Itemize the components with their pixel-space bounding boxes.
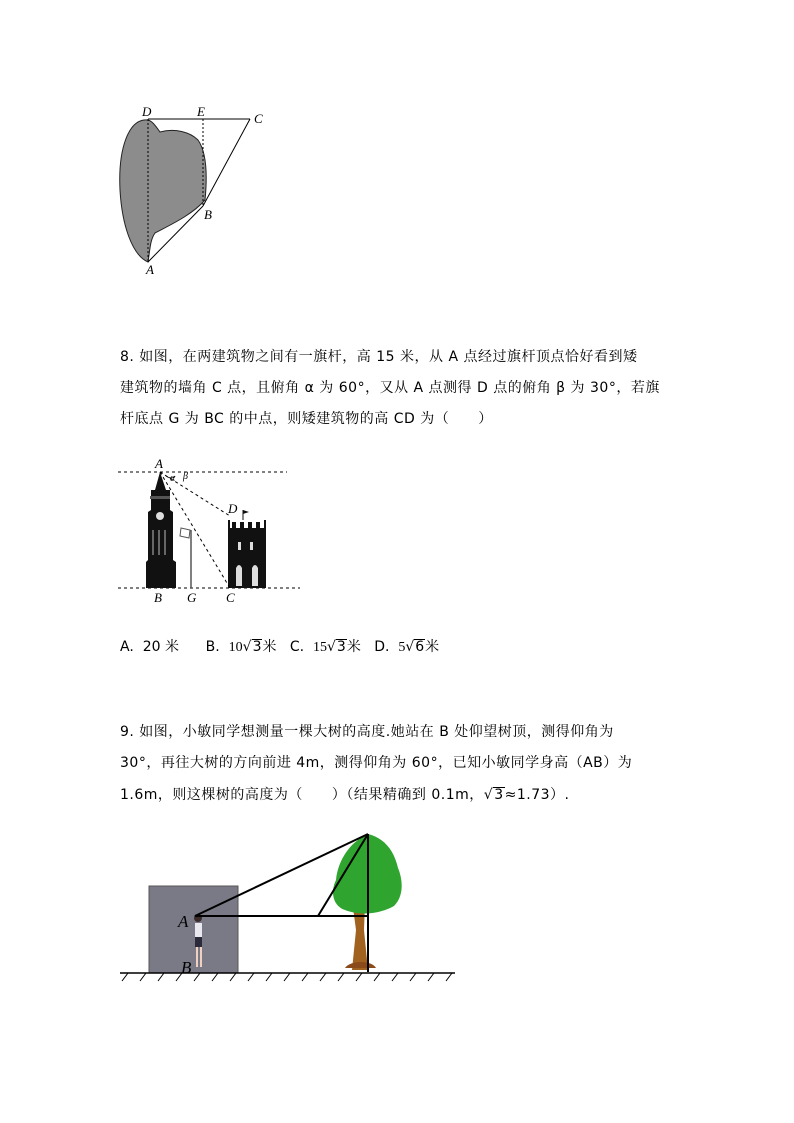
option-a-letter: A. [120, 639, 134, 655]
option-b-letter: B. [205, 639, 220, 655]
option-a-text: 20 米 [142, 639, 179, 655]
figure-q9-svg [0, 820, 794, 1000]
flag [180, 528, 190, 538]
label-d: D [142, 104, 152, 119]
q9-radicand: 3 [494, 787, 504, 803]
photo-box [149, 886, 238, 973]
q9-line-2: 30°，再往大树的方向前进 4m，测得仰角为 60°，已知小敏同学身高（AB）为 [120, 755, 633, 771]
label-alpha: α [170, 473, 176, 484]
figure-q9 [0, 820, 794, 1000]
label-a: A [146, 262, 154, 277]
q9-line-3a: 1.6m，则这棵树的高度为（ ）（结果精确到 0.1m， [120, 787, 484, 803]
label-g: G [187, 590, 197, 605]
option-a[interactable] [120, 639, 183, 655]
option-d[interactable] [374, 639, 439, 655]
option-c-unit: 米 [346, 639, 361, 655]
option-c-radicand: 3 [336, 639, 346, 655]
q9-line-3b: ≈1.73）. [504, 787, 570, 803]
option-d-radicand: 6 [415, 639, 425, 655]
option-d-coef: 5 [398, 640, 406, 655]
option-c-coef: 15 [312, 640, 327, 655]
option-c-letter: C. [289, 639, 305, 655]
figure-q8 [0, 450, 794, 610]
label-c: C [254, 111, 263, 126]
line-cb [203, 119, 250, 206]
option-b-unit: 米 [262, 639, 277, 655]
mountain-shape [120, 120, 206, 262]
label-a: A [155, 456, 163, 471]
option-d-letter: D. [374, 639, 390, 655]
sqrt-symbol: √ [405, 639, 415, 655]
q8-line-1: 8. 如图，在两建筑物之间有一旗杆，高 15 米，从 A 点经过旗杆顶点恰好看到矮 [120, 349, 638, 365]
option-b-coef: 10 [228, 640, 243, 655]
sqrt-symbol: √ [242, 639, 252, 655]
figure-q8-svg [0, 450, 794, 610]
q9-line-3 [120, 780, 569, 810]
option-b-radicand: 3 [252, 639, 262, 655]
label-beta: β [183, 471, 188, 482]
q8-options [120, 636, 439, 656]
castle-building [228, 510, 266, 588]
label-b: B [181, 958, 192, 977]
ground-hatching [122, 973, 452, 981]
option-b[interactable] [206, 639, 281, 655]
label-d: D [228, 501, 238, 516]
q9-line-1: 9. 如图，小敏同学想测量一棵大树的高度.她站在 B 处仰望树顶，测得仰角为 [120, 724, 614, 740]
q8-line-2: 建筑物的墙角 C 点，且俯角 α 为 60°，又从 A 点测得 D 点的俯角 β 为 30°，若旗 [120, 380, 660, 396]
sqrt-symbol: √ [483, 787, 494, 803]
option-d-unit: 米 [425, 639, 440, 655]
figure-q7 [0, 0, 794, 300]
q8-line-3: 杆底点 G 为 BC 的中点，则矮建筑物的高 CD 为（ ） [120, 411, 493, 427]
clock-tower [146, 472, 176, 588]
label-a: A [178, 912, 189, 931]
label-b: B [154, 590, 162, 605]
label-e: E [197, 104, 205, 119]
sqrt-symbol: √ [326, 639, 336, 655]
figure-q7-svg [0, 0, 794, 300]
label-b: B [204, 207, 212, 222]
option-c[interactable] [290, 639, 365, 655]
label-c: C [226, 590, 235, 605]
